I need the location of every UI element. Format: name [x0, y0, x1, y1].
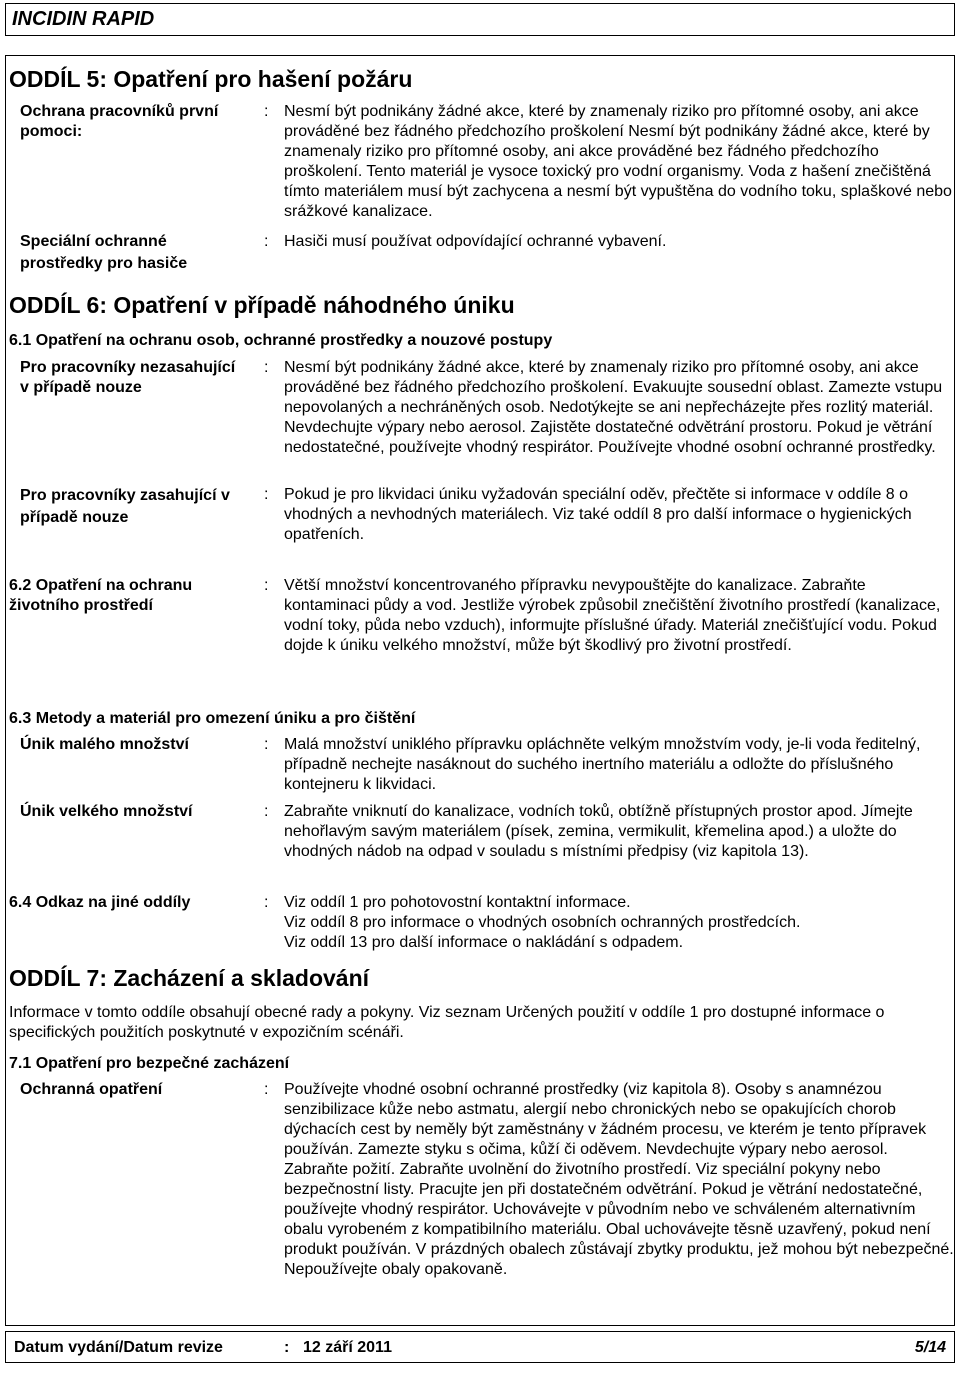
- row-value: Pokud je pro likvidaci úniku vyžadován speciální oděv, přečtěte si informace v oddíle 8 o vhodných a nevhodných materiálech. Viz také oddíl 8 pro další informace o hygienických opatřeních.: [284, 486, 912, 543]
- footer-date-label: Datum vydání/Datum revize: [14, 1339, 223, 1356]
- row-value: [284, 893, 954, 953]
- row-value: Používejte vhodné osobní ochranné prostředky (viz kapitola 8). Osoby s anamnézou senzibilizace kůže nebo astmatu, alergií nebo chronických nebo se opakujících chorob dýchacích cest by neměly být zaměstnány v žádném procesu, ve kterém je tento přípravek používán. Zamezte styku s očima, kůží či oděvem. Nevdechujte výpary nebo aerosol. Zabraňte požití. Zabraňte uvolnění do životního prostředí. Viz speciální pokyny nebo bezpečnostní listy. Pracujte jen při dostatečném odvětrání. Pokud je větrání nedostatečné, používejte vhodný respirátor. Uchovávejte v původním nebo ve schváleném alternativním obalu vyrobeném z kompatibilního materiálu. Obal uchovávejte těsně uzavřený, pokud není produkt používán. V prázdných obalech zůstávají zbytky produktu, jež mohou být nebezpečné. Nepoužívejte obaly opakovaně.: [284, 1081, 954, 1278]
- row-value: Hasiči musí používat odpovídající ochranné vybavení.: [284, 233, 667, 250]
- reference-line: Viz oddíl 1 pro pohotovostní kontaktní informace.: [284, 894, 631, 911]
- section-5-title: ODDÍL 5: Opatření pro hašení požáru: [9, 66, 413, 92]
- row-label: 6.4 Odkaz na jiné oddíly: [9, 894, 191, 911]
- row-label: Ochranná opatření: [20, 1081, 163, 1098]
- row-colon: :: [264, 736, 269, 753]
- row-label: Pro pracovníky nezasahující v případě nouze: [20, 359, 236, 396]
- row-label: 6.2 Opatření na ochranu životního prostředí: [9, 577, 193, 614]
- row-colon: :: [264, 359, 269, 376]
- row-value: Větší množství koncentrovaného přípravku nevypouštějte do kanalizace. Zabraňte kontaminaci půdy a vod. Jestliže výrobek způsobil znečištění životního prostředí (kanalizace, vodní toky, půda nebo vzduch), informujte příslušné úřady. Materiál znečišťující vodu. Pokud dojde k úniku velkého množství, může být škodlivý pro životní prostředí.: [284, 577, 941, 654]
- section-6-title: ODDÍL 6: Opatření v případě náhodného úniku: [9, 292, 515, 318]
- reference-line: Viz oddíl 13 pro další informace o nakládání s odpadem.: [284, 934, 684, 951]
- reference-line: Viz oddíl 8 pro informace o vhodných osobních ochranných prostředcích.: [284, 914, 801, 931]
- row-colon: :: [264, 233, 269, 250]
- subsection-6-1-title: 6.1 Opatření na ochranu osob, ochranné prostředky a nouzové postupy: [9, 332, 553, 349]
- subsection-7-1-title: 7.1 Opatření pro bezpečné zacházení: [9, 1055, 290, 1072]
- row-value: Nesmí být podnikány žádné akce, které by znamenaly riziko pro přítomné osoby, ani akce prováděné bez řádného předchozího proškolení Nesmí být podnikány žádné akce, které by znamenaly riziko pro přítomné osoby, ani akce prováděné bez řádného předchozího proškolení. Tento materiál je vysoce toxický pro vodní organismy. Voda z hašení znečištěná tímto materiálem musí být zachycena a nesmí být vypuštěna do vodního toku, splaškové nebo srážkové kanalizace.: [284, 103, 952, 220]
- row-label: Únik malého množství: [20, 736, 189, 753]
- row-colon: :: [264, 894, 269, 911]
- row-colon: :: [264, 103, 269, 120]
- row-colon: :: [264, 577, 269, 594]
- subsection-6-3-title: 6.3 Metody a materiál pro omezení úniku a pro čištění: [9, 710, 416, 727]
- row-label: Speciální ochranné prostředky pro hasiče: [20, 233, 188, 272]
- section-7-title: ODDÍL 7: Zacházení a skladování: [9, 965, 370, 991]
- footer-colon: :: [284, 1339, 290, 1356]
- row-colon: :: [264, 486, 269, 503]
- row-label: Ochrana pracovníků první pomoci:: [20, 103, 219, 140]
- row-colon: :: [264, 1081, 269, 1098]
- row-value: Malá množství uniklého přípravku opláchněte velkým množstvím vody, je-li voda ředitelný, případně nechejte nasáknout do suchého inertního materiálu a odložte do příslušného kontejneru k likvidaci.: [284, 736, 921, 793]
- section-7-intro: Informace v tomto oddíle obsahují obecné rady a pokyny. Viz seznam Určených použití v oddíle 1 pro dostupné informace o specifických použitích poskytnuté v expozičním scénáři.: [9, 1004, 885, 1041]
- footer-date-value: 12 září 2011: [303, 1339, 392, 1356]
- page-footer: [5, 1331, 955, 1363]
- row-value: Zabraňte vniknutí do kanalizace, vodních toků, obtížně přístupných prostor apod. Jímejte nehořlavým savým materiálem (písek, zemina, vermikulit, křemelina apod.) a uložte do vhodných nádob na odpad v souladu s místními předpisy (viz kapitola 13).: [284, 803, 913, 860]
- product-banner: [5, 3, 955, 36]
- row-label: Pro pracovníky zasahující v případě nouze: [20, 487, 230, 526]
- page-number: 5/14: [914, 1339, 946, 1356]
- row-value: Nesmí být podnikány žádné akce, které by znamenaly riziko pro přítomné osoby, ani akce prováděné bez řádného předchozího proškolení. Evakuujte sousední oblast. Zamezte vstupu nepovolaných a nechráněných osob. Nedotýkejte se ani nepřecházejte přes rozlitý materiál. Nevdechujte výpary nebo aerosol. Zajistěte dostatečné odvětrání prostoru. Pokud je větrání nedostatečné, používejte vhodný respirátor. Používejte vhodné osobní ochranné prostředky.: [284, 359, 943, 456]
- row-label: Únik velkého množství: [20, 803, 193, 820]
- product-name: INCIDIN RAPID: [12, 8, 155, 30]
- row-colon: :: [264, 803, 269, 820]
